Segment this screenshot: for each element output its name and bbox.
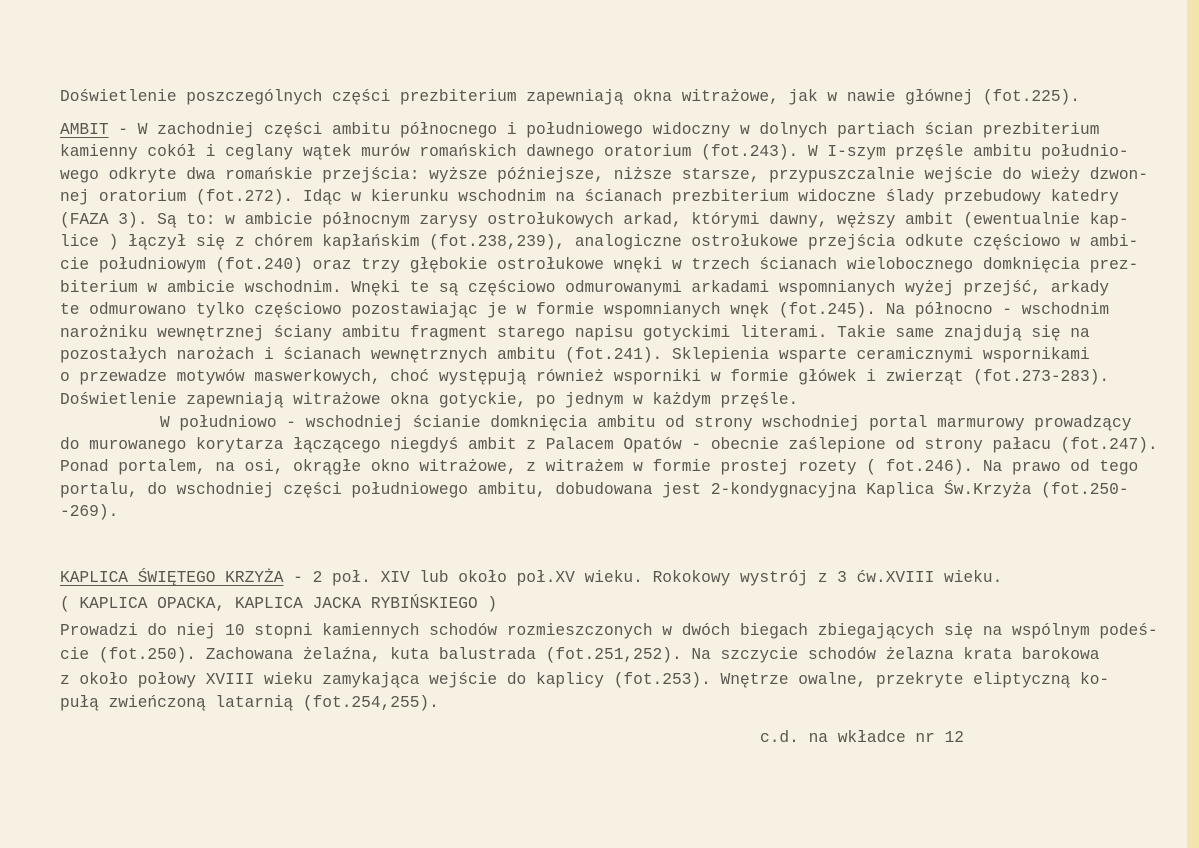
text-line: cie południowym (fot.240) oraz trzy głębokie ostrołukowe wnęki w trzech ścianach wielobocznego domknięcia prez- <box>60 256 1139 274</box>
text-line: Ponad portalem, na osi, okrągłe okno witrażowe, z witrażem w formie prostej rozety ( fot.246). Na prawo od tego <box>60 458 1139 476</box>
text-line: Prowadzi do niej 10 stopni kamiennych schodów rozmieszczonych w dwóch biegach zbiegających się na wspólnym podeś- <box>60 622 1158 640</box>
text-line: Doświetlenie zapewniają witrażowe okna gotyckie, po jednym w każdym przęśle. <box>60 391 799 409</box>
text-line: (FAZA 3). Są to: w ambicie północnym zarysy ostrołukowych arkad, którymi dawny, węższy ambit (ewentualnie kap- <box>60 211 1129 229</box>
chapel-heading: KAPLICA ŚWIĘTEGO KRZYŻA <box>60 569 284 587</box>
text-line: - 2 poł. XIV lub około poł.XV wieku. Rokokowy wystrój z 3 ćw.XVIII wieku. <box>283 569 1003 587</box>
text-line: o przewadze motywów maswerkowych, choć występują również wsporniki w formie główek i zwierząt (fot.273-283). <box>60 368 1110 386</box>
ambit-heading: AMBIT <box>60 121 109 139</box>
text-line: lice ) łączył się z chórem kapłańskim (fot.238,239), analogiczne ostrołukowe przejścia odkute częściowo w ambi- <box>60 233 1139 251</box>
continuation-note: c.d. na wkładce nr 12 <box>760 729 964 747</box>
text-line: portalu, do wschodniej części południowego ambitu, dobudowana jest 2-kondygnacyjna Kaplica Św.Krzyża (fot.250- <box>60 481 1129 499</box>
page-edge <box>1187 0 1199 848</box>
text-line: z około połowy XVIII wieku zamykająca wejście do kaplicy (fot.253). Wnętrze owalne, przekryte eliptyczną ko- <box>60 671 1110 689</box>
text-line: kamienny cokół i ceglany wątek murów romańskich dawnego oratorium (fot.243). W I-szym przęśle ambitu południo- <box>60 143 1129 161</box>
text-line: biterium w ambicie wschodnim. Wnęki te są częściowo odmurowanymi arkadami wspomnianych wyżej przejść, arkady <box>60 279 1110 297</box>
text-line: te odmurowano tylko częściowo pozostawiając je w formie wspomnianych wnęk (fot.245). Na północno - wschodnim <box>60 301 1110 319</box>
text-line: -269). <box>60 503 119 521</box>
text-line: narożniku wewnętrznej ściany ambitu fragment starego napisu gotyckimi literami. Takie same znajdują się na <box>60 324 1090 342</box>
text-line: pułą zwieńczoną latarnią (fot.254,255). <box>60 694 439 712</box>
text-line: pozostałych narożach i ścianach wewnętrznych ambitu (fot.241). Sklepienia wsparte ceramicznymi wspornikami <box>60 346 1090 364</box>
chapel-first-line <box>60 567 1002 589</box>
chapel-alt-names: ( KAPLICA OPACKA, KAPLICA JACKA RYBIŃSKIEGO ) <box>60 595 498 613</box>
text-line: nej oratorium (fot.272). Idąc w kierunku wschodnim na ścianach prezbiterium widoczne ślady przebudowy katedry <box>60 188 1119 206</box>
ambit-first-line <box>60 119 1099 141</box>
text-line: wego odkryte dwa romańskie przejścia: wyższe późniejsze, niższe starsze, przypuszczalnie wejście do wieży dzwon- <box>60 166 1148 184</box>
intro-line: Doświetlenie poszczególnych części prezbiterium zapewniają okna witrażowe, jak w nawie głównej (fot.225). <box>60 88 1080 106</box>
text-line: cie (fot.250). Zachowana żelaźna, kuta balustrada (fot.251,252). Na szczycie schodów żelazna krata barokowa <box>60 646 1100 664</box>
text-line: W południowo - wschodniej ścianie domknięcia ambitu od strony wschodniej portal marmurowy prowadzący <box>160 414 1132 432</box>
text-line: do murowanego korytarza łączącego niegdyś ambit z Palacem Opatów - obecnie zaślepione od strony pałacu (fot.247). <box>60 436 1158 454</box>
text-line: - W zachodniej części ambitu północnego i południowego widoczny w dolnych partiach ścian prezbiterium <box>108 121 1100 139</box>
